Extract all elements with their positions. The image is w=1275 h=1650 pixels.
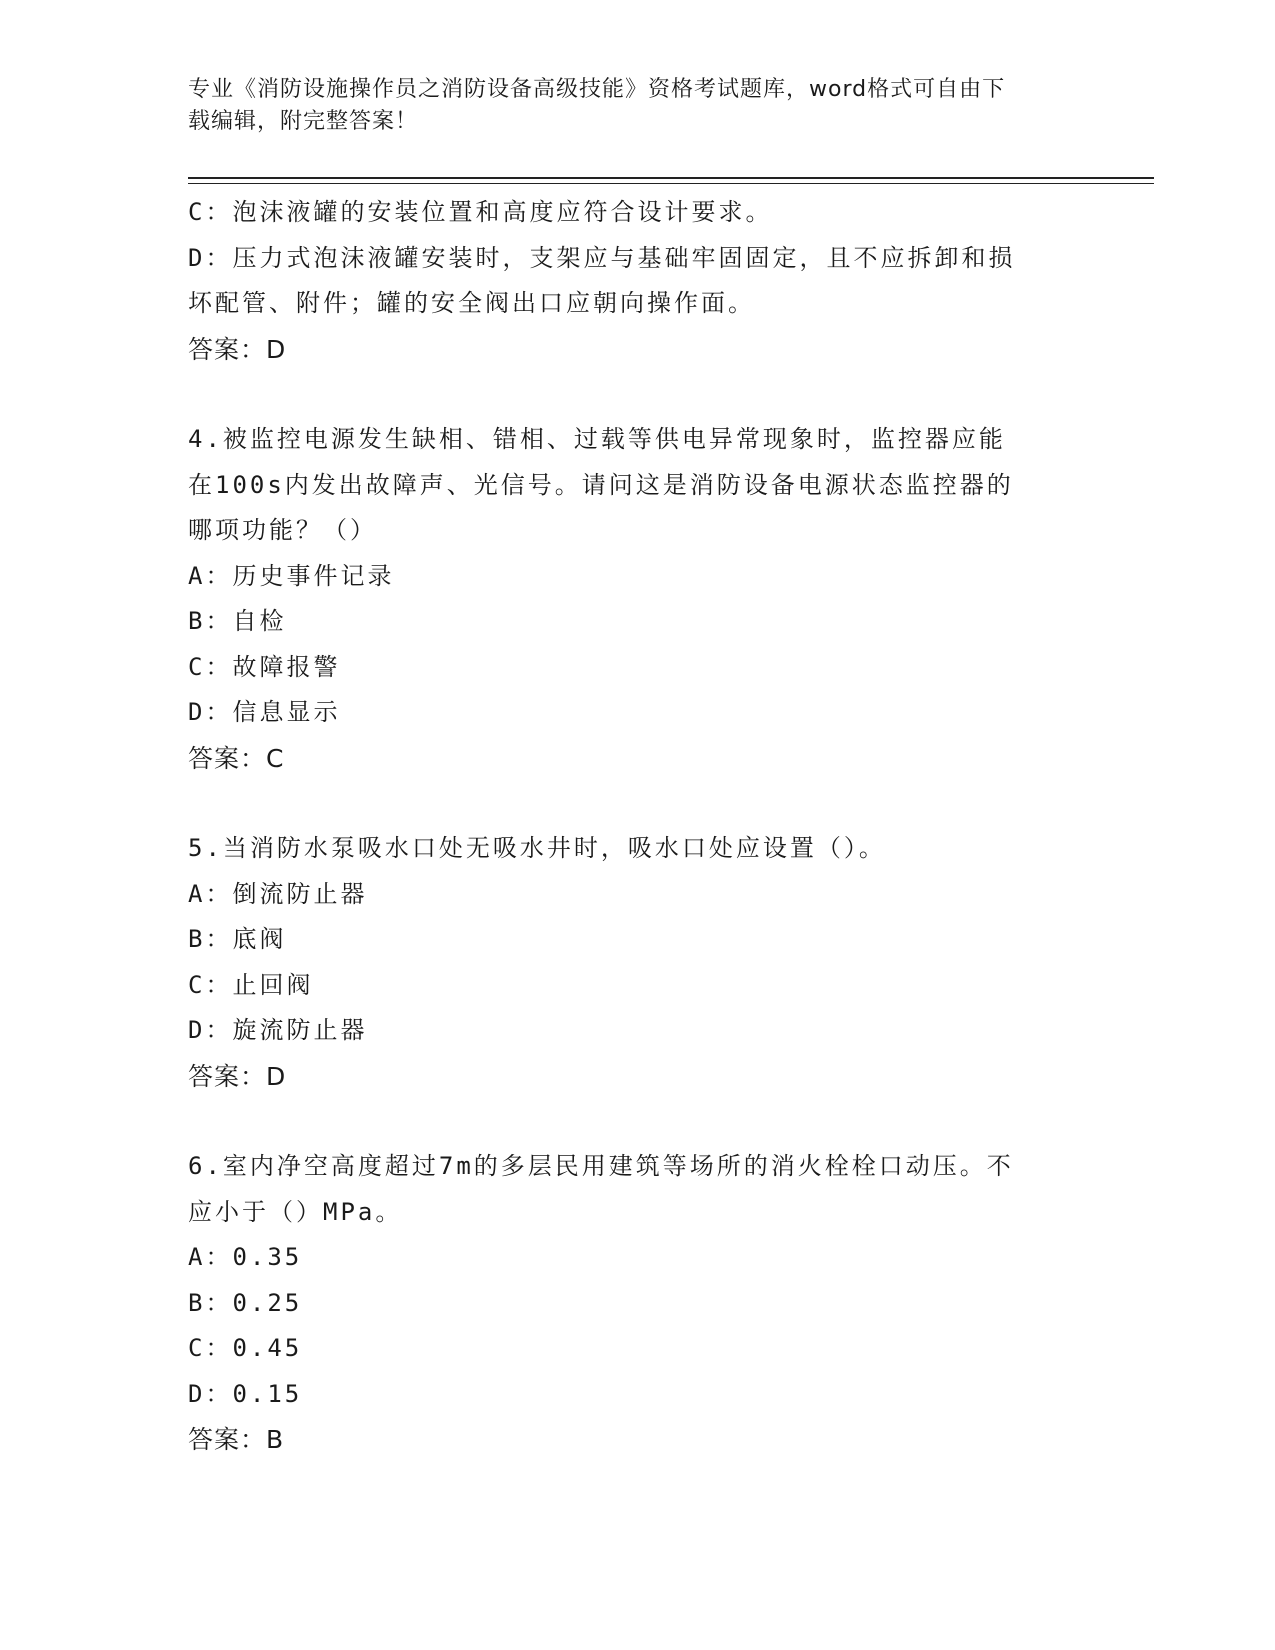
question-6-option-d: D：0.15 <box>188 1379 303 1408</box>
spacer <box>188 781 1088 826</box>
question-4-option-a: A：历史事件记录 <box>188 561 395 590</box>
question-4-stem-line-3: 哪项功能？（） <box>188 516 377 544</box>
question-5-option-a: A：倒流防止器 <box>188 879 368 908</box>
header-divider-thick <box>188 177 1154 179</box>
question-4 <box>188 417 1088 781</box>
header-line-2: 载编辑，附完整答案！ <box>188 109 419 134</box>
header-line-1: 专业《消防设施操作员之消防设备高级技能》资格考试题库，word格式可自由下 <box>188 77 1006 102</box>
question-4-answer: 答案：C <box>188 743 285 773</box>
question-6-stem-line-1: 6.室内净空高度超过7m的多层民用建筑等场所的消火栓栓口动压。不 <box>188 1152 1014 1180</box>
question-6-option-c: C：0.45 <box>188 1334 303 1362</box>
question-4-option-b: B：自检 <box>188 607 287 635</box>
question-4-option-d: D：信息显示 <box>188 698 341 726</box>
question-6-option-b: B：0.25 <box>188 1288 303 1317</box>
question-4-stem-line-2: 在100s内发出故障声、光信号。请问这是消防设备电源状态监控器的 <box>188 470 1014 499</box>
question-6 <box>188 1144 1088 1463</box>
spacer <box>188 372 1088 417</box>
question-content <box>188 190 1088 1463</box>
question-6-answer: 答案：B <box>188 1425 285 1454</box>
spacer <box>188 1099 1088 1144</box>
question-5-option-b: B：底阀 <box>188 925 287 953</box>
question-4-option-c: C：故障报警 <box>188 652 341 681</box>
question-3-answer: 答案：D <box>188 334 287 364</box>
question-6-stem-line-2: 应小于（）MPa。 <box>188 1197 403 1226</box>
question-5-answer: 答案：D <box>188 1061 287 1091</box>
question-5-option-c: C：止回阀 <box>188 970 314 999</box>
question-4-stem-line-1: 4.被监控电源发生缺相、错相、过载等供电异常现象时，监控器应能 <box>188 425 1006 453</box>
question-3-option-c: C：泡沫液罐的安装位置和高度应符合设计要求。 <box>188 198 773 226</box>
question-3-option-d-line-2: 坏配管、附件；罐的安全阀出口应朝向操作面。 <box>188 289 755 317</box>
header-divider-thin <box>188 183 1154 184</box>
question-5-option-d: D：旋流防止器 <box>188 1016 368 1044</box>
document-header <box>188 74 1068 138</box>
question-5-stem-line-1: 5.当消防水泵吸水口处无吸水井时，吸水口处应设置（）。 <box>188 834 886 862</box>
question-5 <box>188 826 1088 1099</box>
question-6-option-a: A：0.35 <box>188 1243 303 1271</box>
question-3-tail <box>188 190 1088 372</box>
question-3-option-d-line-1: D：压力式泡沫液罐安装时，支架应与基础牢固固定，且不应拆卸和损 <box>188 243 1016 272</box>
